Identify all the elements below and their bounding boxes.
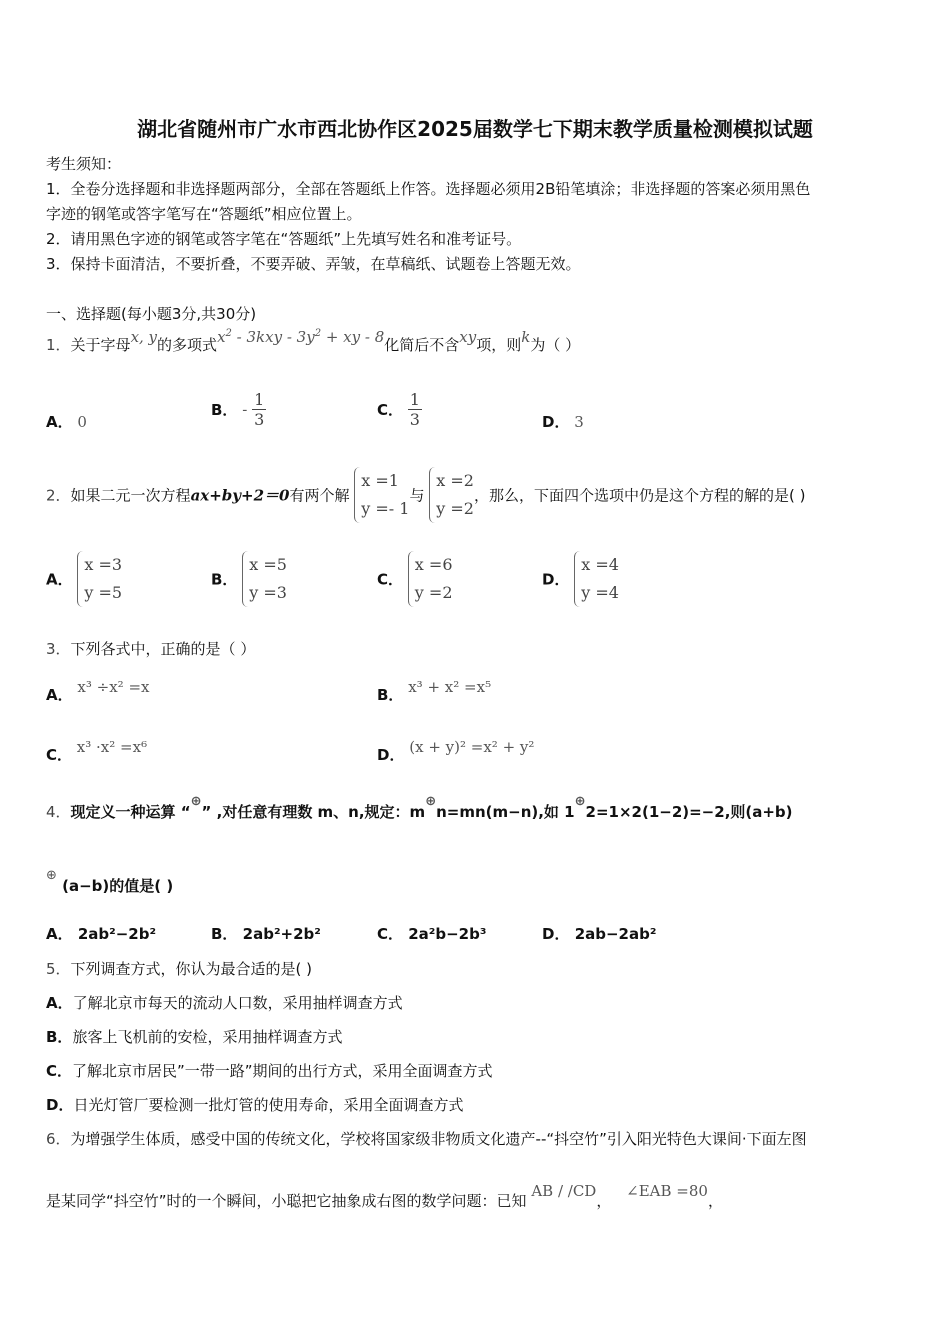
question-6-cont: 是某同学“抖空竹”时的一个瞬间，小聪把它抽象成右图的数学问题：已知 AB / /CD， ∠EAB =80， [46,1182,723,1210]
q3-option-b[interactable]: B． x³ + x² =x⁵ [377,678,492,704]
q5-option-d[interactable]: D．日光灯管厂要检测一批灯管的使用寿命，采用全面调查方式 [46,1096,464,1114]
q3-option-c[interactable]: C． x³ ·x² =x⁶ [46,738,148,764]
q1-text-4: 项，则 [476,336,522,354]
q4-option-b[interactable]: B． 2ab²+2b² [211,925,321,943]
notice-heading: 考生须知： [46,155,122,173]
q2-solution-1: x =1 y =- 1 [354,467,409,523]
q1-option-d[interactable]: D． 3 [542,413,584,431]
q4-option-a[interactable]: A． 2ab²−2b² [46,925,157,943]
question-6: 6．为增强学生体质，感受中国的传统文化，学校将国家级非物质文化遗产--“抖空竹”引入阳光特色大课间·下面左图 [46,1130,807,1148]
q3-option-b-expr: x³ + x² =x⁵ [408,678,492,696]
q3-option-d-expr: (x + y)² =x² + y² [409,738,535,756]
q3-option-a[interactable]: A． x³ ÷x² =x [46,678,150,704]
q2-option-b[interactable]: B． x =5 y =3 [211,551,287,607]
question-4: 4．现定义一种运算 “⊕” ,对任意有理数 m、n,规定：m⊕n=mn(m−n),如 1⊕2=1×2(1−2)=−2,则(a+b) [46,794,793,821]
q5-option-b[interactable]: B．旅客上飞机前的安检，采用抽样调查方式 [46,1028,343,1046]
q1-text-3: 化简后不含 [384,336,460,354]
q4-option-d-value: 2ab−2ab² [574,925,657,943]
q4-option-c[interactable]: C． 2a²b−2b³ [377,925,487,943]
notice-item-1b: 字迹的钢笔或答字笔写在“答题纸”相应位置上。 [46,205,362,223]
q1-option-b[interactable]: B． - $\frac{1}{3}$ [211,390,265,429]
q1-k: k [521,328,531,346]
oper-icon: ⊕ [190,794,202,809]
question-3: 3．下列各式中，正确的是（ ） [46,640,256,658]
q4-option-a-value: 2ab²−2b² [77,925,157,943]
oper-icon: ⊕ [425,794,437,809]
q1-option-c[interactable]: C． $\frac{1}{3}$ [377,390,420,429]
q1-text-1: 关于字母 [70,336,131,354]
q4-option-b-value: 2ab²+2b² [242,925,321,943]
q1-text-5: 为（ ） [530,336,581,354]
question-5: 5．下列调查方式，你认为最合适的是( ) [46,960,313,978]
q5-option-c[interactable]: C．了解北京市居民”一带一路”期间的出行方式，采用全面调查方式 [46,1062,493,1080]
q2-option-d[interactable]: D． x =4 y =4 [542,551,619,607]
notice-item-2: 2．请用黑色字迹的钢笔或答字笔在“答题纸”上先填写姓名和准考证号。 [46,230,522,248]
q1-option-d-value: 3 [574,413,584,431]
q2-option-c[interactable]: C． x =6 y =2 [377,551,453,607]
q1-option-a-value: 0 [77,413,87,431]
section-heading: 一、选择题(每小题3分,共30分) [46,305,257,323]
q1-number: 1． [46,336,71,354]
q1-text-2: 的多项式 [157,336,218,354]
q2-option-a[interactable]: A． x =3 y =5 [46,551,122,607]
q1-option-c-fraction: $\frac{1}{3}$ [409,390,420,429]
q2-option-b-system: x =5 y =3 [242,551,287,607]
q1-polynomial: $x^2 - 3kxy - 3y^2$ + xy - 8 [217,328,385,346]
notice-item-3: 3．保持卡面清洁，不要折叠，不要弄破、弄皱，在草稿纸、试题卷上答题无效。 [46,255,581,273]
q2-option-d-system: x =4 y =4 [574,551,619,607]
question-2: 2．如果二元一次方程ax+by+2＝0有两个解 x =1 y =- 1 与 x =2 y =2 ，那么，下面四个选项中仍是这个方程的解的是( ) [46,467,805,523]
notice-item-1a: 1．全卷分选择题和非选择题两部分，全部在答题纸上作答。选择题必须用2B铅笔填涂；非选择题的答案必须用黑色 [46,180,811,198]
oper-icon: ⊕ [46,868,57,883]
q1-option-a[interactable]: A． 0 [46,413,87,431]
q2-option-a-system: x =3 y =5 [77,551,122,607]
q5-option-a[interactable]: A．了解北京市每天的流动人口数，采用抽样调查方式 [46,994,403,1012]
question-1 [46,328,581,355]
q4-option-c-value: 2a²b−2b³ [408,925,487,943]
q1-vars: x, y [130,328,158,346]
q3-option-c-expr: x³ ·x² =x⁶ [76,738,148,756]
q2-option-c-system: x =6 y =2 [408,551,453,607]
q3-option-a-expr: x³ ÷x² =x [77,678,150,696]
q1-term: xy [459,328,477,346]
q2-equation: ax+by+2＝0 [190,486,290,505]
q4-option-d[interactable]: D． 2ab−2ab² [542,925,657,943]
q1-option-b-fraction: $\frac{1}{3}$ [254,390,265,429]
page-title: 湖北省随州市广水市西北协作区2025届数学七下期末教学质量检测模拟试题 [137,117,813,141]
q3-option-d[interactable]: D． (x + y)² =x² + y² [377,738,535,764]
oper-icon: ⊕ [574,794,586,809]
q6-parallel: AB / /CD [531,1182,597,1200]
q6-angle: ∠EAB =80 [626,1182,708,1200]
q2-solution-2: x =2 y =2 [429,467,474,523]
question-4-cont: ⊕ (a−b)的值是( ) [46,868,174,895]
